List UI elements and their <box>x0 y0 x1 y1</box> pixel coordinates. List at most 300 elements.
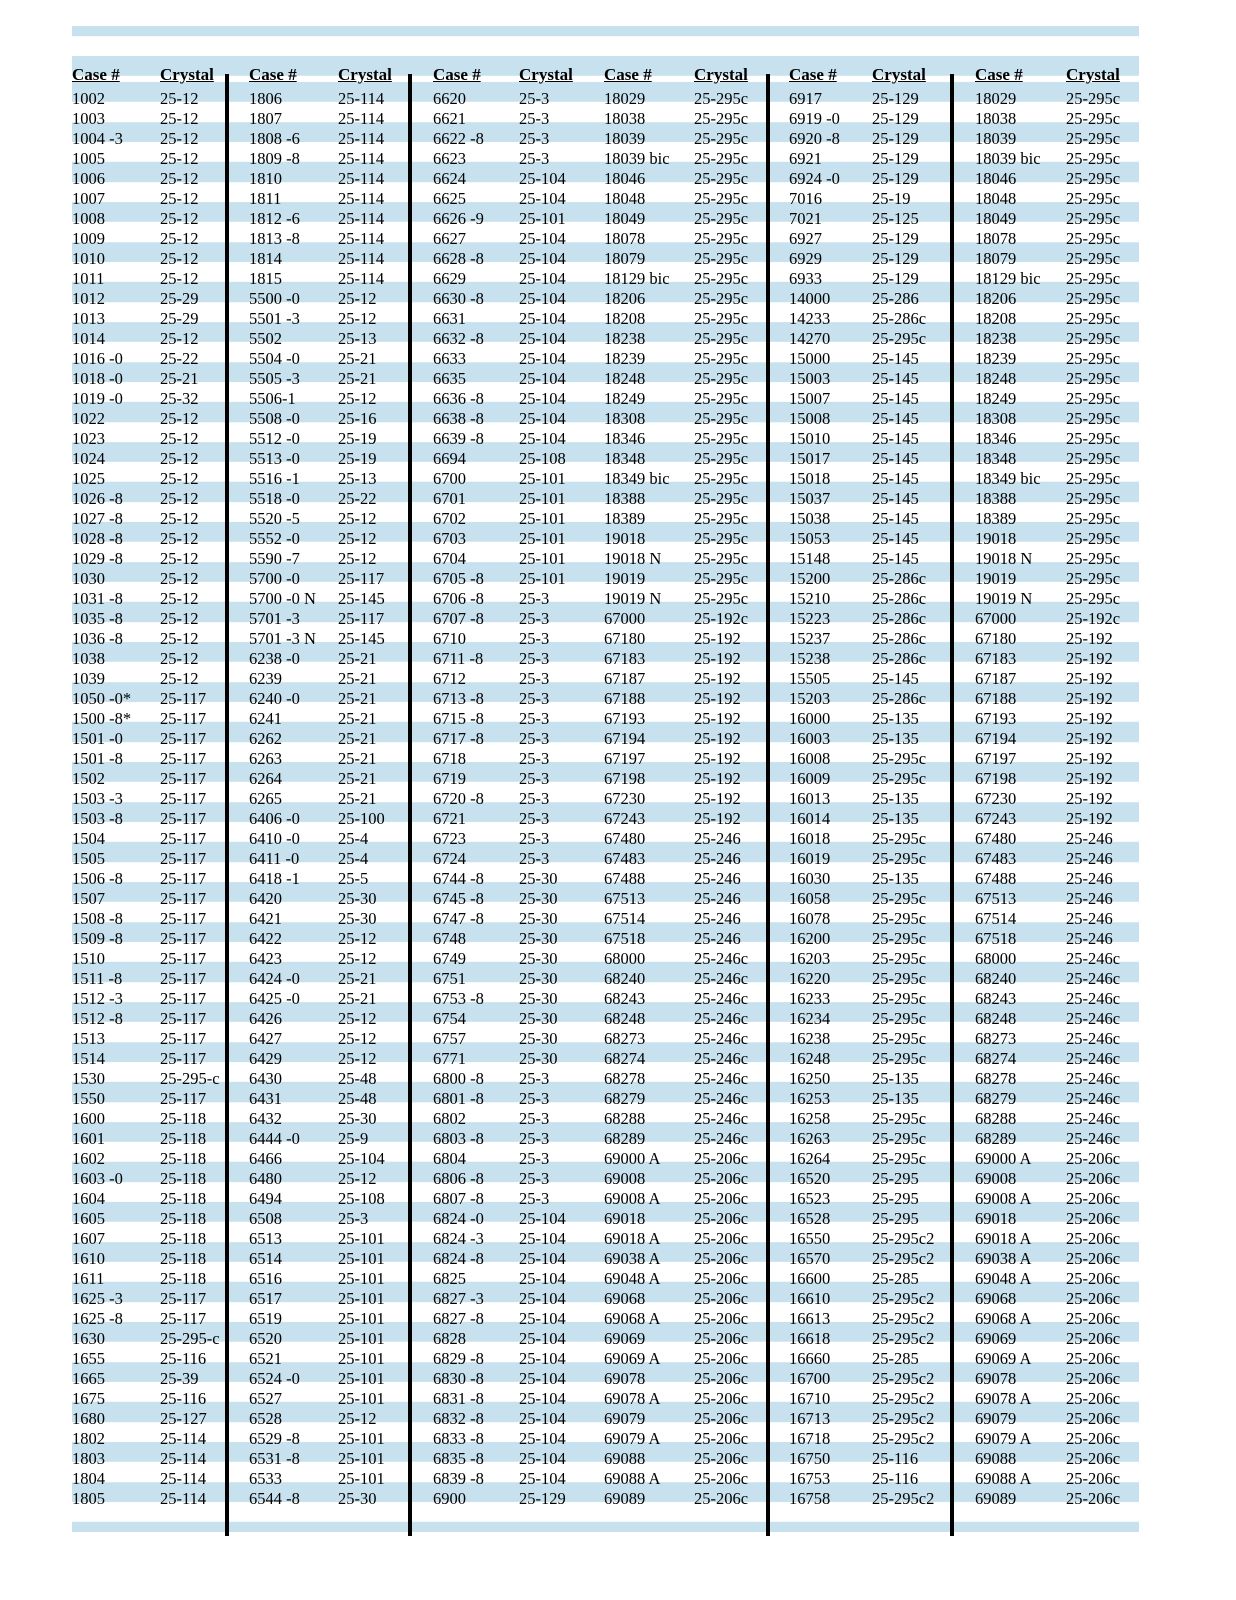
case-number: 6920 -8 <box>789 129 840 148</box>
crystal-number: 25-117 <box>160 689 207 708</box>
case-number: 69069 A <box>975 1349 1032 1368</box>
case-number: 15210 <box>789 589 831 608</box>
crystal-number: 25-117 <box>338 569 385 588</box>
crystal-number: 25-114 <box>160 1429 207 1448</box>
crystal-number: 25-246 <box>1066 849 1113 868</box>
case-number: 69018 A <box>604 1229 661 1248</box>
crystal-number: 25-295c <box>872 749 927 768</box>
case-number: 18039 <box>975 129 1017 148</box>
case-number: 1507 <box>72 889 105 908</box>
column-divider <box>408 74 412 1536</box>
case-number: 5701 -3 N <box>249 629 316 648</box>
crystal-number: 25-12 <box>338 529 377 548</box>
case-number: 6521 <box>249 1349 282 1368</box>
crystal-number: 25-145 <box>338 589 385 608</box>
case-number: 6702 <box>433 509 466 528</box>
case-number: 6827 -8 <box>433 1309 484 1328</box>
crystal-header: Crystal <box>694 65 748 84</box>
crystal-number: 25-12 <box>338 549 377 568</box>
crystal-number: 25-192 <box>694 809 741 828</box>
crystal-number: 25-246c <box>1066 1129 1121 1148</box>
crystal-number: 25-295c <box>872 1009 927 1028</box>
case-number: 1811 <box>249 189 282 208</box>
crystal-number: 25-21 <box>338 769 377 788</box>
case-number: 5700 -0 <box>249 569 300 588</box>
crystal-number: 25-135 <box>872 1089 919 1108</box>
crystal-number: 25-295c2 <box>872 1329 935 1348</box>
case-number: 6620 <box>433 89 466 108</box>
crystal-number: 25-246c <box>1066 949 1121 968</box>
case-number: 6919 -0 <box>789 109 840 128</box>
crystal-number: 25-192 <box>694 749 741 768</box>
crystal-number: 25-286c <box>872 649 927 668</box>
case-number: 68000 <box>975 949 1017 968</box>
crystal-number: 25-192 <box>1066 789 1113 808</box>
crystal-number: 25-3 <box>519 749 550 768</box>
crystal-number: 25-206c <box>694 1229 749 1248</box>
crystal-number: 25-12 <box>338 509 377 528</box>
crystal-number: 25-295 <box>872 1189 919 1208</box>
crystal-number: 25-286c <box>872 589 927 608</box>
case-number: 6718 <box>433 749 466 768</box>
crystal-number: 25-101 <box>519 209 566 228</box>
case-number: 18388 <box>975 489 1017 508</box>
case-number: 14233 <box>789 309 831 328</box>
crystal-number: 25-3 <box>519 1189 550 1208</box>
crystal-number: 25-295c2 <box>872 1249 935 1268</box>
crystal-number: 25-12 <box>160 469 199 488</box>
crystal-number: 25-104 <box>519 369 566 388</box>
crystal-number: 25-295c <box>694 369 749 388</box>
crystal-number: 25-118 <box>160 1149 207 1168</box>
case-number: 6715 -8 <box>433 709 484 728</box>
crystal-number: 25-192 <box>694 669 741 688</box>
crystal-number: 25-101 <box>338 1469 385 1488</box>
crystal-number: 25-295c <box>694 289 749 308</box>
crystal-number: 25-295c <box>872 1149 927 1168</box>
case-number: 5504 -0 <box>249 349 300 368</box>
crystal-number: 25-295c2 <box>872 1489 935 1508</box>
crystal-number: 25-101 <box>338 1309 385 1328</box>
crystal-number: 25-192 <box>694 709 741 728</box>
case-number: 67188 <box>604 689 646 708</box>
crystal-number: 25-192 <box>694 649 741 668</box>
crystal-number: 25-246c <box>694 1069 749 1088</box>
crystal-number: 25-104 <box>519 169 566 188</box>
crystal-header: Crystal <box>519 65 573 84</box>
case-number: 1513 <box>72 1029 105 1048</box>
case-number: 16520 <box>789 1169 831 1188</box>
case-number: 19019 <box>604 569 646 588</box>
case-number: 18046 <box>604 169 646 188</box>
case-number: 1607 <box>72 1229 105 1248</box>
crystal-number: 25-295c <box>1066 589 1121 608</box>
crystal-number: 25-295c <box>694 349 749 368</box>
crystal-number: 25-21 <box>338 749 377 768</box>
case-number: 67514 <box>975 909 1017 928</box>
crystal-number: 25-104 <box>519 269 566 288</box>
case-number: 16233 <box>789 989 831 1008</box>
case-number: 67183 <box>975 649 1017 668</box>
case-number: 18039 <box>604 129 646 148</box>
crystal-number: 25-12 <box>160 409 199 428</box>
case-number: 19019 N <box>975 589 1033 608</box>
case-number: 6444 -0 <box>249 1129 300 1148</box>
case-number: 68289 <box>604 1129 646 1148</box>
crystal-number: 25-129 <box>872 109 919 128</box>
case-number: 16753 <box>789 1469 831 1488</box>
crystal-number: 25-30 <box>519 969 558 988</box>
case-number: 6629 <box>433 269 466 288</box>
crystal-number: 25-206c <box>694 1369 749 1388</box>
case-number: 6828 <box>433 1329 466 1348</box>
case-number: 18049 <box>975 209 1017 228</box>
crystal-number: 25-206c <box>1066 1429 1121 1448</box>
case-number: 6717 -8 <box>433 729 484 748</box>
case-number: 16014 <box>789 809 831 828</box>
case-number: 67243 <box>604 809 646 828</box>
crystal-number: 25-145 <box>872 489 919 508</box>
case-number: 6703 <box>433 529 466 548</box>
crystal-number: 25-295c <box>1066 189 1121 208</box>
case-number: 69088 A <box>604 1469 661 1488</box>
case-number: 18249 <box>975 389 1017 408</box>
crystal-number: 25-101 <box>338 1369 385 1388</box>
crystal-number: 25-30 <box>519 1049 558 1068</box>
case-number: 69048 A <box>975 1269 1032 1288</box>
case-number: 67483 <box>975 849 1017 868</box>
crystal-number: 25-246 <box>694 849 741 868</box>
crystal-number: 25-295c <box>1066 469 1121 488</box>
crystal-number: 25-21 <box>338 989 377 1008</box>
case-number: 19019 N <box>604 589 662 608</box>
case-number: 1029 -8 <box>72 549 123 568</box>
case-number: 18308 <box>975 409 1017 428</box>
case-number: 68288 <box>975 1109 1017 1128</box>
crystal-number: 25-117 <box>160 1029 207 1048</box>
crystal-number: 25-4 <box>338 829 369 848</box>
crystal-number: 25-206c <box>1066 1189 1121 1208</box>
crystal-number: 25-48 <box>338 1069 377 1088</box>
crystal-number: 25-246 <box>694 829 741 848</box>
crystal-number: 25-246 <box>694 929 741 948</box>
case-number: 69069 A <box>604 1349 661 1368</box>
case-number: 5700 -0 N <box>249 589 316 608</box>
case-number: 6531 -8 <box>249 1449 300 1468</box>
case-number: 67488 <box>975 869 1017 888</box>
case-number: 6824 -3 <box>433 1229 484 1248</box>
case-number: 67000 <box>975 609 1017 628</box>
crystal-number: 25-295c <box>694 209 749 228</box>
case-number: 1512 -8 <box>72 1009 123 1028</box>
case-number: 67197 <box>975 749 1017 768</box>
crystal-number: 25-118 <box>160 1229 207 1248</box>
crystal-number: 25-295c2 <box>872 1309 935 1328</box>
case-number: 18346 <box>975 429 1017 448</box>
crystal-number: 25-30 <box>519 929 558 948</box>
crystal-number: 25-117 <box>338 609 385 628</box>
crystal-number: 25-295c <box>694 269 749 288</box>
case-number: 69068 <box>604 1289 646 1308</box>
case-number: 19018 N <box>604 549 662 568</box>
crystal-number: 25-192 <box>694 729 741 748</box>
case-number: 1808 -6 <box>249 129 300 148</box>
crystal-number: 25-104 <box>519 289 566 308</box>
case-number: 6721 <box>433 809 466 828</box>
crystal-number: 25-145 <box>872 669 919 688</box>
case-number: 6832 -8 <box>433 1409 484 1428</box>
crystal-number: 25-39 <box>160 1369 199 1388</box>
crystal-number: 25-30 <box>519 909 558 928</box>
case-number: 68243 <box>604 989 646 1008</box>
case-number: 6807 -8 <box>433 1189 484 1208</box>
case-number: 1025 <box>72 469 105 488</box>
case-number: 14000 <box>789 289 831 308</box>
crystal-number: 25-101 <box>519 529 566 548</box>
crystal-number: 25-246c <box>1066 969 1121 988</box>
crystal-number: 25-118 <box>160 1129 207 1148</box>
case-number: 15000 <box>789 349 831 368</box>
crystal-number: 25-295c <box>1066 169 1121 188</box>
crystal-number: 25-12 <box>338 1009 377 1028</box>
crystal-number: 25-104 <box>519 409 566 428</box>
case-number: 16758 <box>789 1489 831 1508</box>
crystal-number: 25-286c <box>872 629 927 648</box>
crystal-number: 25-114 <box>338 129 385 148</box>
crystal-number: 25-246c <box>1066 1049 1121 1068</box>
crystal-number: 25-295c <box>1066 289 1121 308</box>
case-number: 67194 <box>604 729 646 748</box>
case-number: 6751 <box>433 969 466 988</box>
case-number: 6754 <box>433 1009 466 1028</box>
case-number: 16570 <box>789 1249 831 1268</box>
case-number: 1814 <box>249 249 282 268</box>
case-number: 6544 -8 <box>249 1489 300 1508</box>
case-number: 18029 <box>604 89 646 108</box>
crystal-number: 25-12 <box>160 209 199 228</box>
case-number: 6757 <box>433 1029 466 1048</box>
crystal-number: 25-145 <box>872 349 919 368</box>
case-number: 67488 <box>604 869 646 888</box>
case-number: 18048 <box>975 189 1017 208</box>
case-number: 67483 <box>604 849 646 868</box>
case-number: 6705 -8 <box>433 569 484 588</box>
crystal-number: 25-295c <box>1066 529 1121 548</box>
case-number: 15203 <box>789 689 831 708</box>
crystal-number: 25-127 <box>160 1409 207 1428</box>
case-number: 68279 <box>975 1089 1017 1108</box>
crystal-number: 25-3 <box>519 609 550 628</box>
case-number: 6528 <box>249 1409 282 1428</box>
crystal-number: 25-129 <box>872 269 919 288</box>
case-number: 16264 <box>789 1149 831 1168</box>
crystal-number: 25-12 <box>160 269 199 288</box>
crystal-number: 25-295c <box>1066 429 1121 448</box>
case-number: 1804 <box>72 1469 105 1488</box>
case-number: 67187 <box>975 669 1017 688</box>
crystal-number: 25-295c <box>694 109 749 128</box>
case-number: 69089 <box>975 1489 1017 1508</box>
crystal-number: 25-145 <box>872 469 919 488</box>
case-number: 6638 -8 <box>433 409 484 428</box>
crystal-number: 25-12 <box>160 449 199 468</box>
crystal-number: 25-101 <box>338 1249 385 1268</box>
crystal-number: 25-295c <box>1066 389 1121 408</box>
crystal-number: 25-192 <box>1066 689 1113 708</box>
crystal-number: 25-129 <box>872 229 919 248</box>
column-divider <box>225 74 229 1536</box>
crystal-number: 25-295c <box>872 929 927 948</box>
case-number: 16238 <box>789 1029 831 1048</box>
case-number: 18239 <box>604 349 646 368</box>
crystal-number: 25-12 <box>160 609 199 628</box>
case-number: 1035 -8 <box>72 609 123 628</box>
crystal-number: 25-29 <box>160 309 199 328</box>
case-number: 69068 A <box>975 1309 1032 1328</box>
case-number: 1511 -8 <box>72 969 123 988</box>
case-number: 1655 <box>72 1349 105 1368</box>
case-number: 15148 <box>789 549 831 568</box>
case-number: 15237 <box>789 629 831 648</box>
case-number: 6494 <box>249 1189 282 1208</box>
case-number: 15037 <box>789 489 831 508</box>
crystal-number: 25-104 <box>519 1449 566 1468</box>
crystal-number: 25-12 <box>160 549 199 568</box>
crystal-number: 25-117 <box>160 729 207 748</box>
case-number: 16013 <box>789 789 831 808</box>
crystal-number: 25-295c <box>694 389 749 408</box>
crystal-number: 25-12 <box>160 529 199 548</box>
crystal-number: 25-286c <box>872 609 927 628</box>
crystal-number: 25-206c <box>1066 1229 1121 1248</box>
case-number: 6929 <box>789 249 822 268</box>
crystal-number: 25-3 <box>519 829 550 848</box>
case-number: 6720 -8 <box>433 789 484 808</box>
crystal-number: 25-295c <box>694 149 749 168</box>
crystal-number: 25-30 <box>519 1009 558 1028</box>
crystal-number: 25-206c <box>694 1309 749 1328</box>
crystal-number: 25-12 <box>338 1049 377 1068</box>
crystal-number: 25-116 <box>872 1449 919 1468</box>
case-number: 1039 <box>72 669 105 688</box>
column-divider <box>766 74 770 1536</box>
case-number: 69079 A <box>604 1429 661 1448</box>
case-number: 6238 -0 <box>249 649 300 668</box>
crystal-number: 25-21 <box>160 369 199 388</box>
crystal-number: 25-295c <box>694 569 749 588</box>
crystal-number: 25-295c <box>1066 449 1121 468</box>
crystal-number: 25-246c <box>694 1049 749 1068</box>
case-number: 69079 A <box>975 1429 1032 1448</box>
case-number: 7021 <box>789 209 822 228</box>
crystal-number: 25-295c2 <box>872 1229 935 1248</box>
case-number: 69068 <box>975 1289 1017 1308</box>
crystal-number: 25-295c <box>694 129 749 148</box>
crystal-number: 25-129 <box>872 249 919 268</box>
case-number: 16009 <box>789 769 831 788</box>
case-number: 6825 <box>433 1269 466 1288</box>
crystal-number: 25-295c <box>694 329 749 348</box>
case-number: 5500 -0 <box>249 289 300 308</box>
case-number: 1610 <box>72 1249 105 1268</box>
crystal-number: 25-192 <box>1066 769 1113 788</box>
crystal-number: 25-101 <box>519 489 566 508</box>
crystal-number: 25-101 <box>338 1289 385 1308</box>
crystal-number: 25-192 <box>694 769 741 788</box>
crystal-number: 25-104 <box>519 1309 566 1328</box>
case-number: 68278 <box>975 1069 1017 1088</box>
case-number: 18129 bic <box>975 269 1041 288</box>
crystal-number: 25-295c <box>872 949 927 968</box>
crystal-number: 25-129 <box>872 149 919 168</box>
case-number: 6630 -8 <box>433 289 484 308</box>
crystal-number: 25-108 <box>338 1189 385 1208</box>
case-number: 69068 A <box>604 1309 661 1328</box>
crystal-number: 25-295c <box>694 589 749 608</box>
crystal-number: 25-101 <box>338 1329 385 1348</box>
crystal-number: 25-192 <box>1066 709 1113 728</box>
crystal-number: 25-3 <box>519 849 550 868</box>
case-number: 6527 <box>249 1389 282 1408</box>
case-number: 1014 <box>72 329 105 348</box>
case-number: 1013 <box>72 309 105 328</box>
case-number: 18049 <box>604 209 646 228</box>
case-number: 1009 <box>72 229 105 248</box>
case-number: 6621 <box>433 109 466 128</box>
crystal-number: 25-295c2 <box>872 1429 935 1448</box>
case-number: 5518 -0 <box>249 489 300 508</box>
crystal-number: 25-30 <box>338 889 377 908</box>
crystal-number: 25-104 <box>519 249 566 268</box>
crystal-number: 25-135 <box>872 1069 919 1088</box>
case-number: 5502 <box>249 329 282 348</box>
case-number: 6803 -8 <box>433 1129 484 1148</box>
crystal-number: 25-192 <box>694 689 741 708</box>
crystal-number: 25-295c <box>1066 209 1121 228</box>
case-number: 1027 -8 <box>72 509 123 528</box>
case-number: 16220 <box>789 969 831 988</box>
case-number: 18039 bic <box>604 149 670 168</box>
crystal-number: 25-104 <box>519 329 566 348</box>
case-number: 6824 -8 <box>433 1249 484 1268</box>
crystal-number: 25-295c <box>1066 489 1121 508</box>
case-number: 6707 -8 <box>433 609 484 628</box>
case-number: 67197 <box>604 749 646 768</box>
case-number: 18238 <box>975 329 1017 348</box>
crystal-number: 25-295c <box>1066 509 1121 528</box>
crystal-number: 25-295c <box>1066 269 1121 288</box>
crystal-number: 25-295c <box>872 1049 927 1068</box>
case-number: 67513 <box>604 889 646 908</box>
crystal-number: 25-145 <box>872 429 919 448</box>
case-number: 1510 <box>72 949 105 968</box>
case-number: 69078 A <box>975 1389 1032 1408</box>
crystal-number: 25-295c <box>1066 549 1121 568</box>
case-number: 19018 N <box>975 549 1033 568</box>
crystal-number: 25-129 <box>519 1489 566 1508</box>
crystal-number: 25-19 <box>872 189 911 208</box>
crystal-number: 25-246c <box>1066 1109 1121 1128</box>
case-number: 68240 <box>975 969 1017 988</box>
crystal-number: 25-12 <box>160 569 199 588</box>
case-number: 68273 <box>604 1029 646 1048</box>
case-number: 6421 <box>249 909 282 928</box>
crystal-number: 25-206c <box>1066 1269 1121 1288</box>
crystal-number: 25-295c <box>1066 329 1121 348</box>
crystal-number: 25-145 <box>872 389 919 408</box>
case-number: 6710 <box>433 629 466 648</box>
case-number: 6430 <box>249 1069 282 1088</box>
